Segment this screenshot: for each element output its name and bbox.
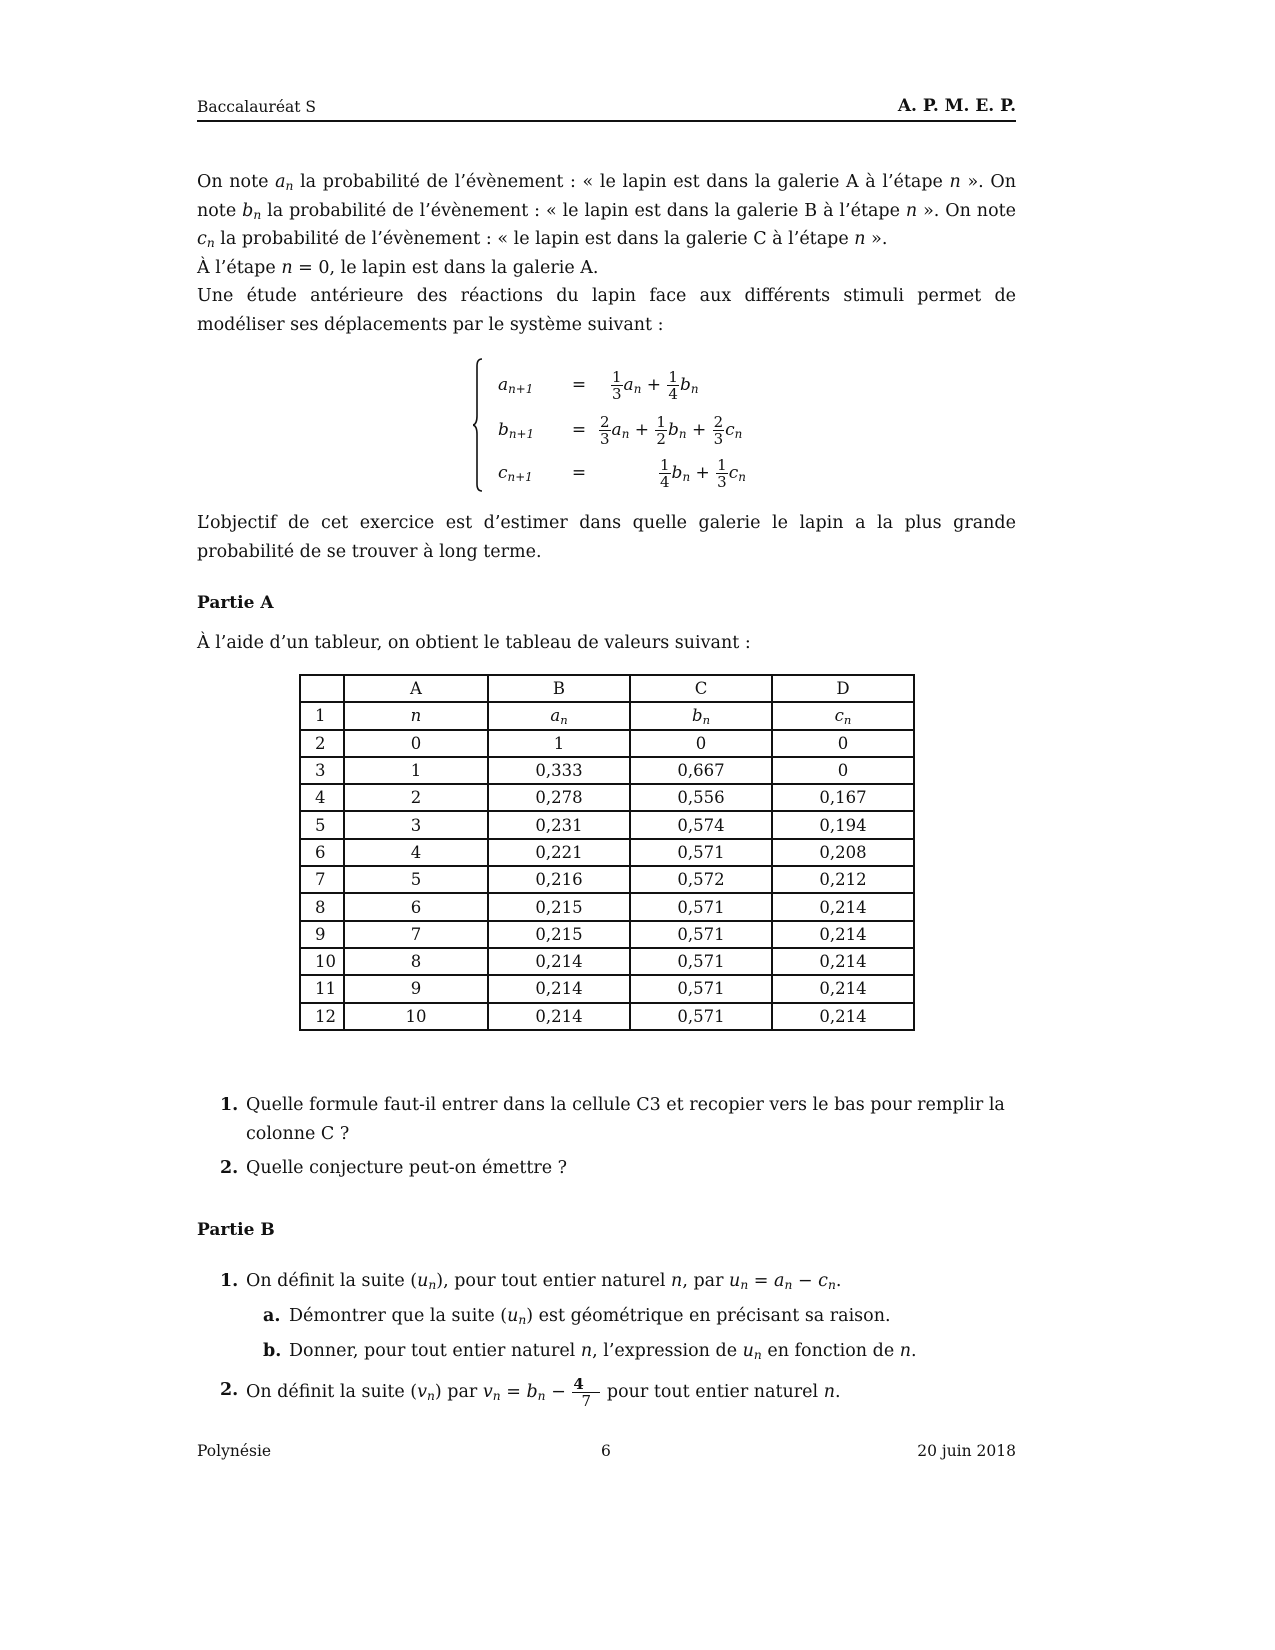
table-cell: 0,571 xyxy=(630,893,772,920)
table-row xyxy=(300,893,914,920)
table-cell: 0,215 xyxy=(488,921,630,948)
table-cell: 0,214 xyxy=(772,893,914,920)
row-number: 4 xyxy=(300,784,344,811)
math-var: a xyxy=(498,375,509,395)
table-cell: 8 xyxy=(344,948,488,975)
text: la probabilité de l’évènement : « le lapin est dans la galerie A à l’étape xyxy=(293,172,950,192)
table-cell: 0,214 xyxy=(772,1003,914,1030)
fraction: $\frac{1}{3}$ xyxy=(717,455,727,491)
partie-a-intro: À l’aide d’un tableur, on obtient le tableau de valeurs suivant : xyxy=(197,633,751,653)
text: ». On note xyxy=(917,200,1016,221)
question-a1 xyxy=(220,1091,1016,1144)
equation-row-c: $c_{n+1}$ = $\frac{1}{4}$ $b_n$ + $\frac{1}{3}$ $c_n$ xyxy=(498,455,746,491)
objective-paragraph: L’objectif de cet exercice est d’estimer dans quelle galerie le lapin a la plus grande probabilité de se trouver à long terme. xyxy=(197,513,1016,562)
table-cell: 0 xyxy=(630,730,772,757)
table-cell: 0,571 xyxy=(630,839,772,866)
question-b1b xyxy=(263,1337,1016,1366)
row-number: 11 xyxy=(300,975,344,1002)
table-cell: 0,214 xyxy=(488,975,630,1002)
math-var: c xyxy=(498,463,508,483)
question-text: Quelle conjecture peut-on émettre ? xyxy=(246,1158,568,1178)
math-var: b xyxy=(498,420,509,440)
text: À l’étape xyxy=(197,257,282,278)
table-cell: n xyxy=(344,702,488,729)
math-var: n xyxy=(854,229,866,249)
table-cell: $b_n$ xyxy=(630,702,772,729)
math-var: n xyxy=(949,172,961,192)
row-number: 2 xyxy=(300,730,344,757)
math-sub: n+1 xyxy=(507,470,533,484)
page-number: 6 xyxy=(601,1442,611,1460)
table-row xyxy=(300,730,914,757)
table-cell: 0,571 xyxy=(630,948,772,975)
question-a2 xyxy=(220,1154,1016,1183)
math-var: c xyxy=(197,229,207,249)
math-sub: n+1 xyxy=(508,382,534,396)
table-row xyxy=(300,975,914,1002)
table-column-header-row xyxy=(300,675,914,702)
question-text: Donner, pour tout entier naturel n, l’expression de $u_n$ en fonction de n. xyxy=(289,1341,917,1362)
section-title-partie-a: Partie A xyxy=(197,593,274,613)
math-var: n xyxy=(905,200,918,221)
plus-sign: + xyxy=(646,374,662,395)
row-number: 1 xyxy=(300,702,344,729)
table-row xyxy=(300,839,914,866)
section-title-partie-b: Partie B xyxy=(197,1220,275,1240)
table-cell: 0,571 xyxy=(630,975,772,1002)
table-cell: 0,571 xyxy=(630,921,772,948)
math-sub: n+1 xyxy=(508,427,535,441)
text: ». On note xyxy=(197,172,1016,221)
table-cell: 0,333 xyxy=(488,757,630,784)
table-cell: 6 xyxy=(344,893,488,920)
fraction: $\frac{4}{7}$ xyxy=(572,1376,600,1409)
fraction: $\frac{1}{3}$ xyxy=(612,367,622,403)
table-cell: $c_n$ xyxy=(772,702,914,729)
question-text: On définit la suite $(u_n)$, pour tout entier naturel n, par $u_n = a_n - c_n$. xyxy=(246,1271,842,1292)
table-cell: 1 xyxy=(488,730,630,757)
table-cell: 0 xyxy=(772,730,914,757)
table-cell: 1 xyxy=(344,757,488,784)
table-corner-cell xyxy=(300,675,344,702)
plus-sign: + xyxy=(691,419,707,440)
table-cell: 0,167 xyxy=(772,784,914,811)
table-cell: 0,214 xyxy=(772,948,914,975)
text: ». xyxy=(865,229,888,249)
fraction: $\frac{2}{3}$ xyxy=(600,412,610,448)
text: la probabilité de l’évènement : « le lapin est dans la galerie C à l’étape xyxy=(214,229,855,249)
table-cell: 5 xyxy=(344,866,488,893)
equation-system xyxy=(473,358,773,494)
row-number: 3 xyxy=(300,757,344,784)
intro-paragraph xyxy=(197,168,1016,339)
table-cell: 0,214 xyxy=(772,975,914,1002)
table-cell: 7 xyxy=(344,921,488,948)
fraction: $\frac{2}{3}$ xyxy=(713,412,724,448)
table-cell: 0,212 xyxy=(772,866,914,893)
table-cell: 0,556 xyxy=(630,784,772,811)
table-cell: 0,215 xyxy=(488,893,630,920)
equals-sign: = xyxy=(571,420,587,440)
row-number: 8 xyxy=(300,893,344,920)
question-b2 xyxy=(220,1375,1016,1410)
row-number: 9 xyxy=(300,921,344,948)
table-cell: 0,214 xyxy=(772,921,914,948)
table-cell: 4 xyxy=(344,839,488,866)
text: la probabilité de l’évènement : « le lapin est dans la galerie B à l’étape xyxy=(261,200,906,221)
table-cell: 0,216 xyxy=(488,866,630,893)
table-cell: 0,214 xyxy=(488,948,630,975)
table-row xyxy=(300,702,914,729)
table-cell: 0,231 xyxy=(488,811,630,838)
question-number: 2. xyxy=(220,1380,239,1400)
header-exam-title: Baccalauréat S xyxy=(197,98,317,116)
plus-sign: + xyxy=(634,419,650,440)
column-header: A xyxy=(344,675,488,702)
math-var: n xyxy=(281,257,293,278)
math-var: b xyxy=(242,200,254,221)
table-cell: 0,214 xyxy=(488,1003,630,1030)
table-cell: 0,194 xyxy=(772,811,914,838)
fraction: $\frac{1}{4}$ xyxy=(668,367,678,403)
math-sub: n xyxy=(285,179,294,193)
table-row xyxy=(300,921,914,948)
fraction: $\frac{1}{2}$ xyxy=(656,412,666,448)
row-number: 6 xyxy=(300,839,344,866)
column-header: B xyxy=(488,675,630,702)
question-number: b. xyxy=(263,1341,282,1361)
column-header: D xyxy=(772,675,914,702)
text: On note xyxy=(197,172,276,192)
table-cell: 0,221 xyxy=(488,839,630,866)
table-cell: 0 xyxy=(772,757,914,784)
table-cell: 0,572 xyxy=(630,866,772,893)
table-cell: 2 xyxy=(344,784,488,811)
text: Une étude antérieure des réactions du lapin face aux différents stimuli permet de modéliser ses déplacements par le système suivant : xyxy=(197,286,1016,335)
table-row xyxy=(300,1003,914,1030)
row-number: 5 xyxy=(300,811,344,838)
question-number: 1. xyxy=(220,1271,239,1291)
equation-row-a: $a_{n+1}$ = $\frac{1}{3}$ $a_n$ + $\frac{1}{4}$ $b_n$ xyxy=(498,367,699,403)
question-text: Démontrer que la suite $(u_n)$ est géométrique en précisant sa raison. xyxy=(289,1306,891,1327)
equals-sign: = xyxy=(571,375,587,395)
column-header: C xyxy=(630,675,772,702)
footer-date: 20 juin 2018 xyxy=(917,1442,1016,1460)
fraction: $\frac{1}{4}$ xyxy=(660,455,670,491)
math-sub: n xyxy=(253,207,262,222)
table-cell: 3 xyxy=(344,811,488,838)
table-cell: 0,574 xyxy=(630,811,772,838)
table-cell: 0 xyxy=(344,730,488,757)
table-cell: 0,571 xyxy=(630,1003,772,1030)
table-cell: 0,208 xyxy=(772,839,914,866)
spreadsheet-table xyxy=(299,674,915,1031)
table-cell: 9 xyxy=(344,975,488,1002)
question-b1 xyxy=(220,1267,1016,1296)
table-cell: $a_n$ xyxy=(488,702,630,729)
plus-sign: + xyxy=(695,462,710,483)
question-number: 2. xyxy=(220,1158,239,1178)
row-number: 7 xyxy=(300,866,344,893)
question-number: a. xyxy=(263,1306,281,1326)
table-cell: 0,667 xyxy=(630,757,772,784)
math-var: a xyxy=(275,172,286,192)
text: = 0, le lapin est dans la galerie A. xyxy=(292,257,599,278)
footer-location: Polynésie xyxy=(197,1442,272,1460)
header-publisher: A. P. M. E. P. xyxy=(897,96,1016,116)
question-number: 1. xyxy=(220,1095,239,1115)
table-row xyxy=(300,757,914,784)
equals-sign: = xyxy=(571,463,587,483)
table-cell: 10 xyxy=(344,1003,488,1030)
table-row xyxy=(300,811,914,838)
table-row xyxy=(300,866,914,893)
left-brace-icon xyxy=(473,358,483,492)
page-header xyxy=(197,96,1016,122)
row-number: 12 xyxy=(300,1003,344,1030)
question-text: On définit la suite $(v_n)$ par $v_n = b_n$ − $\frac{4}{7}$ pour tout entier naturel n. xyxy=(246,1375,841,1410)
question-text: Quelle formule faut-il entrer dans la cellule C3 et recopier vers le bas pour remplir la colonne C ? xyxy=(246,1095,1005,1144)
table-row xyxy=(300,784,914,811)
row-number: 10 xyxy=(300,948,344,975)
table-row xyxy=(300,948,914,975)
math-sub: n xyxy=(206,236,215,250)
table-cell: 0,278 xyxy=(488,784,630,811)
equation-row-b: $b_{n+1}$ = $\frac{2}{3}$ $a_n$ + $\frac{1}{2}$ $b_n$ + $\frac{2}{3}$ $c_n$ xyxy=(498,412,743,448)
question-b1a xyxy=(263,1302,1016,1331)
